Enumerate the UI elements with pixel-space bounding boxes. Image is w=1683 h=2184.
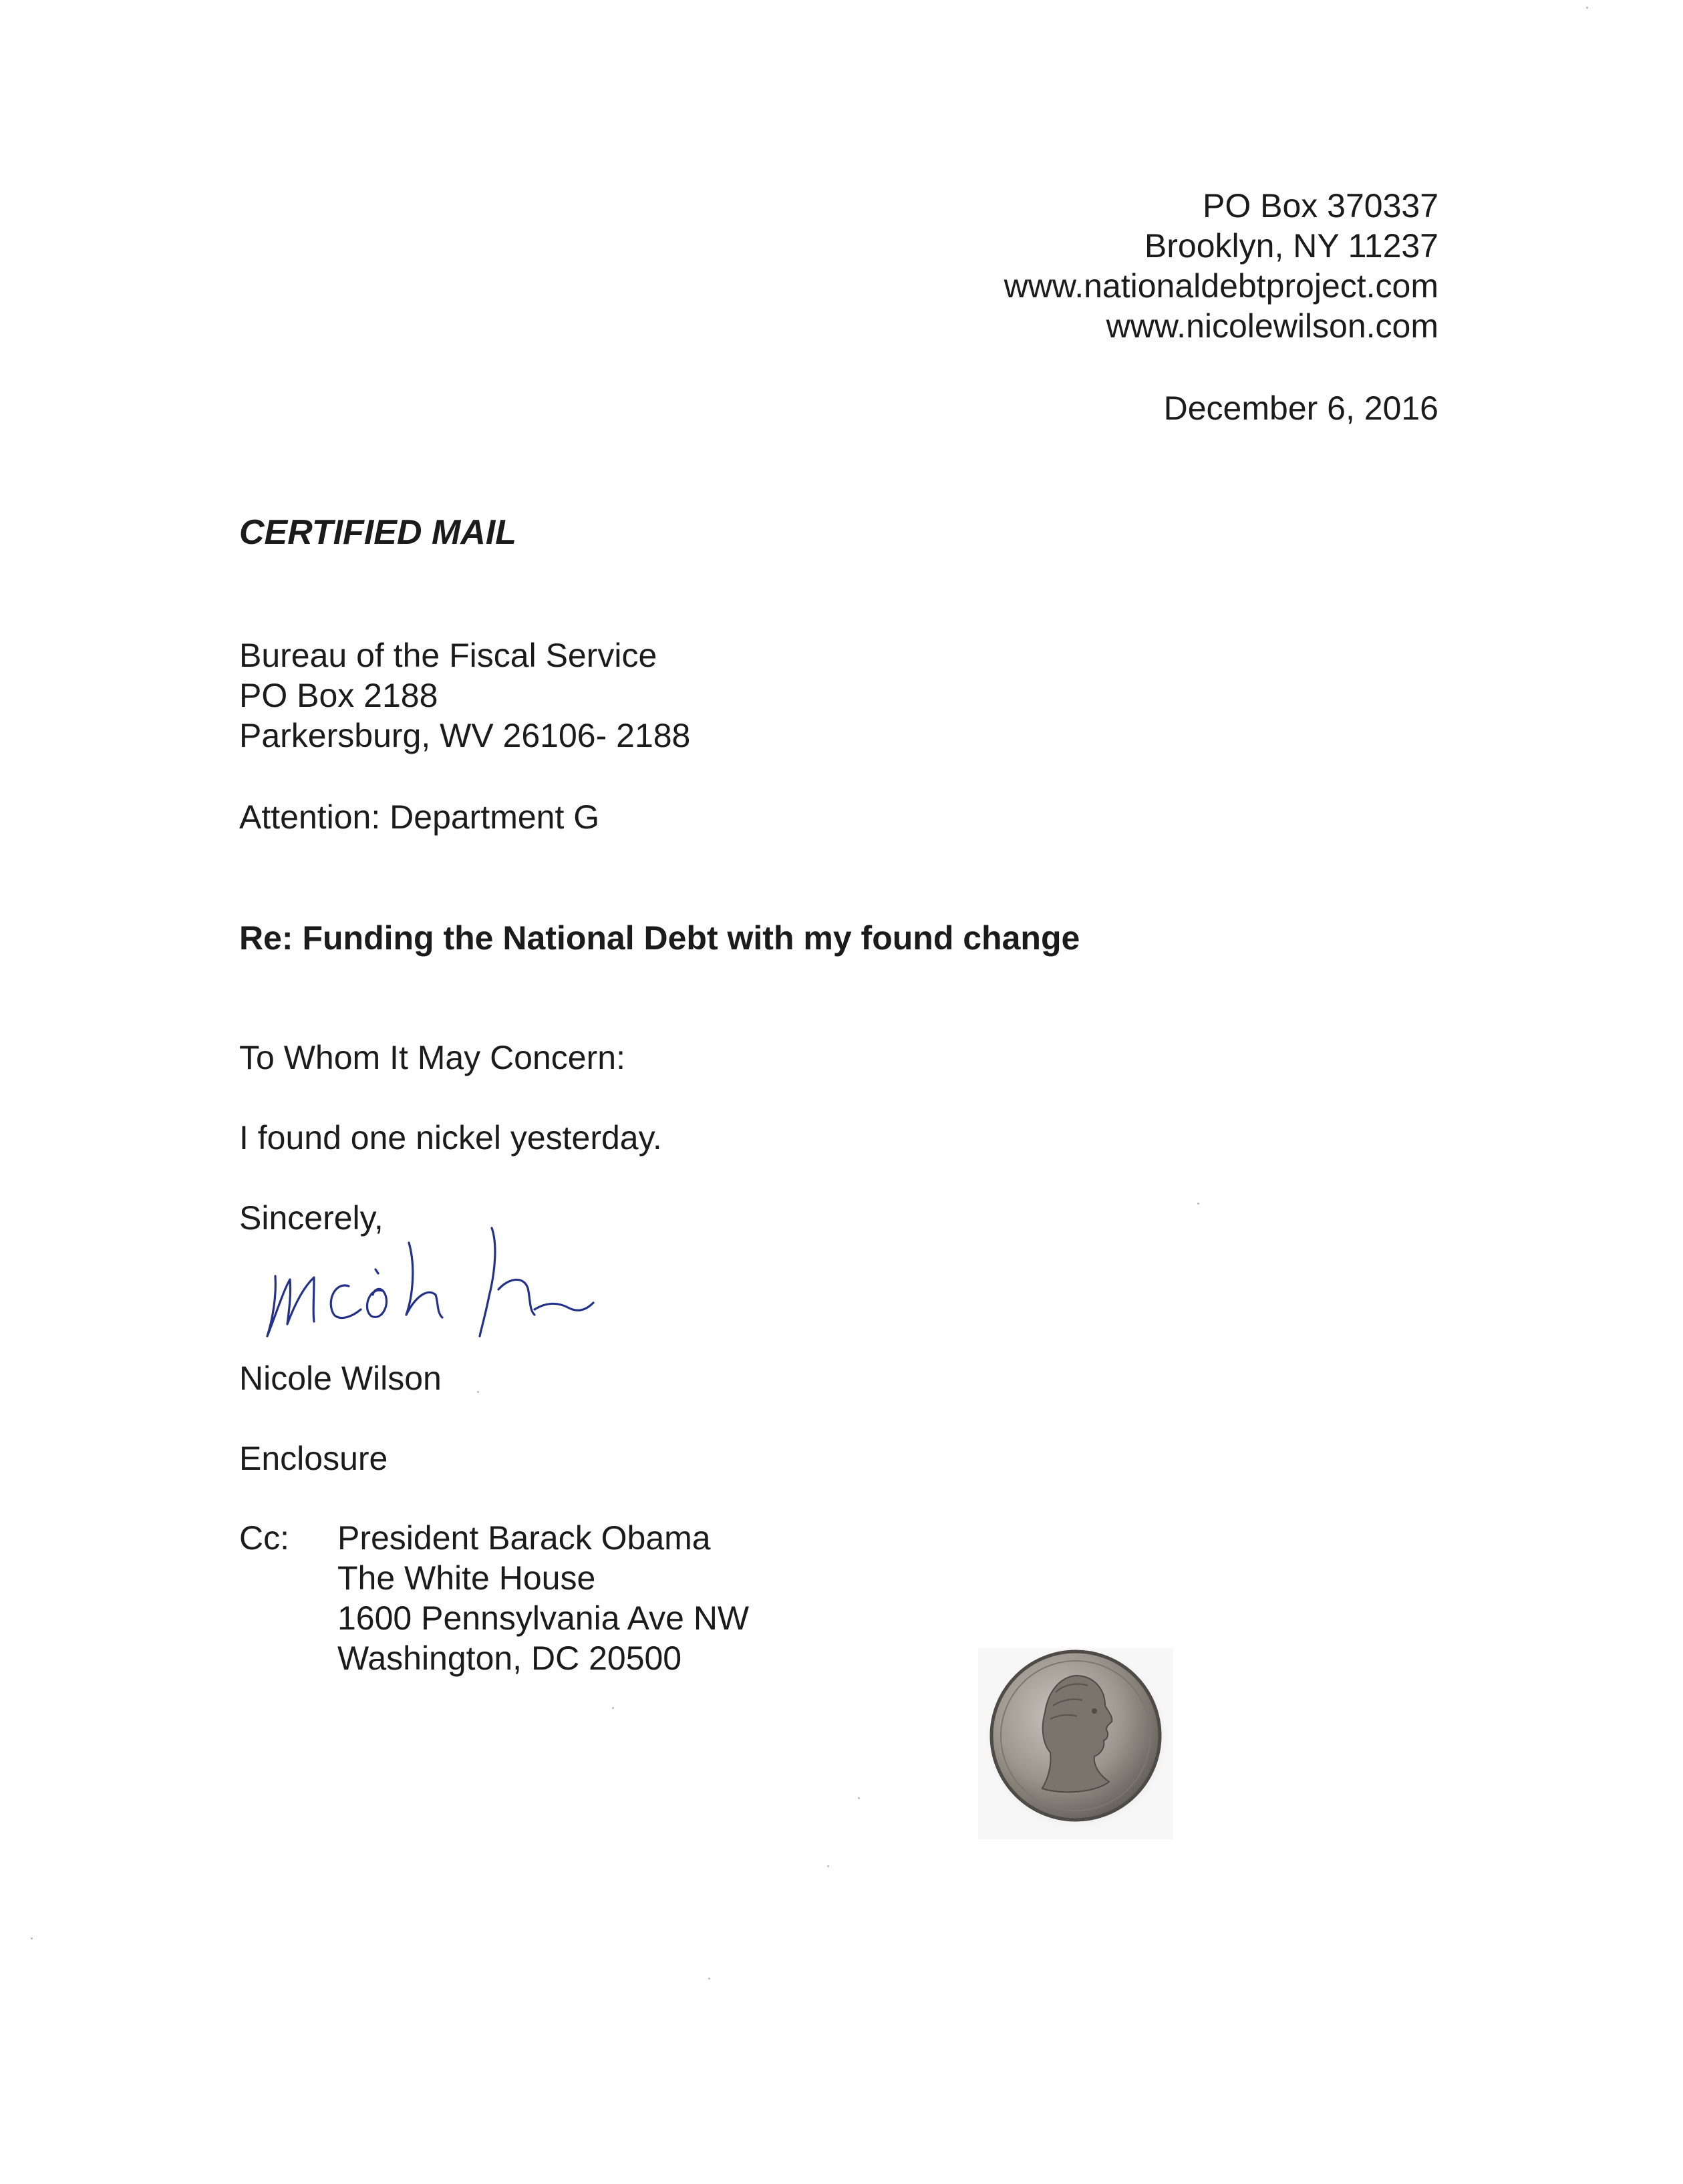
closing: Sincerely,: [239, 1199, 384, 1237]
scan-speck: [1197, 1203, 1199, 1205]
signature-strokes: [267, 1228, 593, 1336]
scan-speck: [31, 1937, 33, 1939]
letter-body: I found one nickel yesterday.: [239, 1119, 662, 1156]
cc-street: 1600 Pennsylvania Ave NW: [337, 1599, 750, 1637]
attention-line: Attention: Department G: [239, 798, 600, 836]
sender-website-national-debt-project: www.nationaldebtproject.com: [1004, 267, 1438, 305]
sender-address-block: [1004, 186, 1438, 346]
cc-label: Cc:: [239, 1519, 289, 1557]
scan-speck: [827, 1865, 829, 1867]
letter-date: December 6, 2016: [1163, 389, 1438, 427]
scan-speck: [1586, 7, 1588, 9]
scan-speck: [858, 1797, 860, 1799]
scan-speck: [708, 1978, 710, 1980]
nickel-coin-image: [975, 1639, 1176, 1839]
cc-building: The White House: [337, 1559, 596, 1597]
scan-speck: [612, 1707, 614, 1709]
enclosure-label: Enclosure: [239, 1440, 388, 1477]
recipient-address-block: [239, 635, 690, 756]
signer-name: Nicole Wilson: [239, 1360, 442, 1397]
recipient-city-state-zip: Parkersburg, WV 26106- 2188: [239, 717, 691, 754]
sender-po-box: PO Box 370337: [1202, 187, 1438, 224]
sender-city-state-zip: Brooklyn, NY 11237: [1144, 227, 1438, 265]
subject-line: Re: Funding the National Debt with my found change: [239, 919, 1080, 957]
certified-mail-heading: CERTIFIED MAIL: [239, 513, 517, 552]
cc-address-block: [337, 1518, 749, 1678]
handwritten-signature: [249, 1203, 609, 1356]
coin-profile-relief: [1042, 1676, 1112, 1792]
coin-eye: [1092, 1708, 1097, 1714]
scan-speck: [477, 1391, 479, 1393]
cc-name: President Barack Obama: [337, 1519, 711, 1557]
cc-city-state-zip: Washington, DC 20500: [337, 1640, 682, 1677]
sender-website-nicole-wilson: www.nicolewilson.com: [1106, 307, 1438, 345]
recipient-po-box: PO Box 2188: [239, 677, 438, 714]
salutation: To Whom It May Concern:: [239, 1039, 625, 1076]
recipient-name: Bureau of the Fiscal Service: [239, 637, 657, 674]
